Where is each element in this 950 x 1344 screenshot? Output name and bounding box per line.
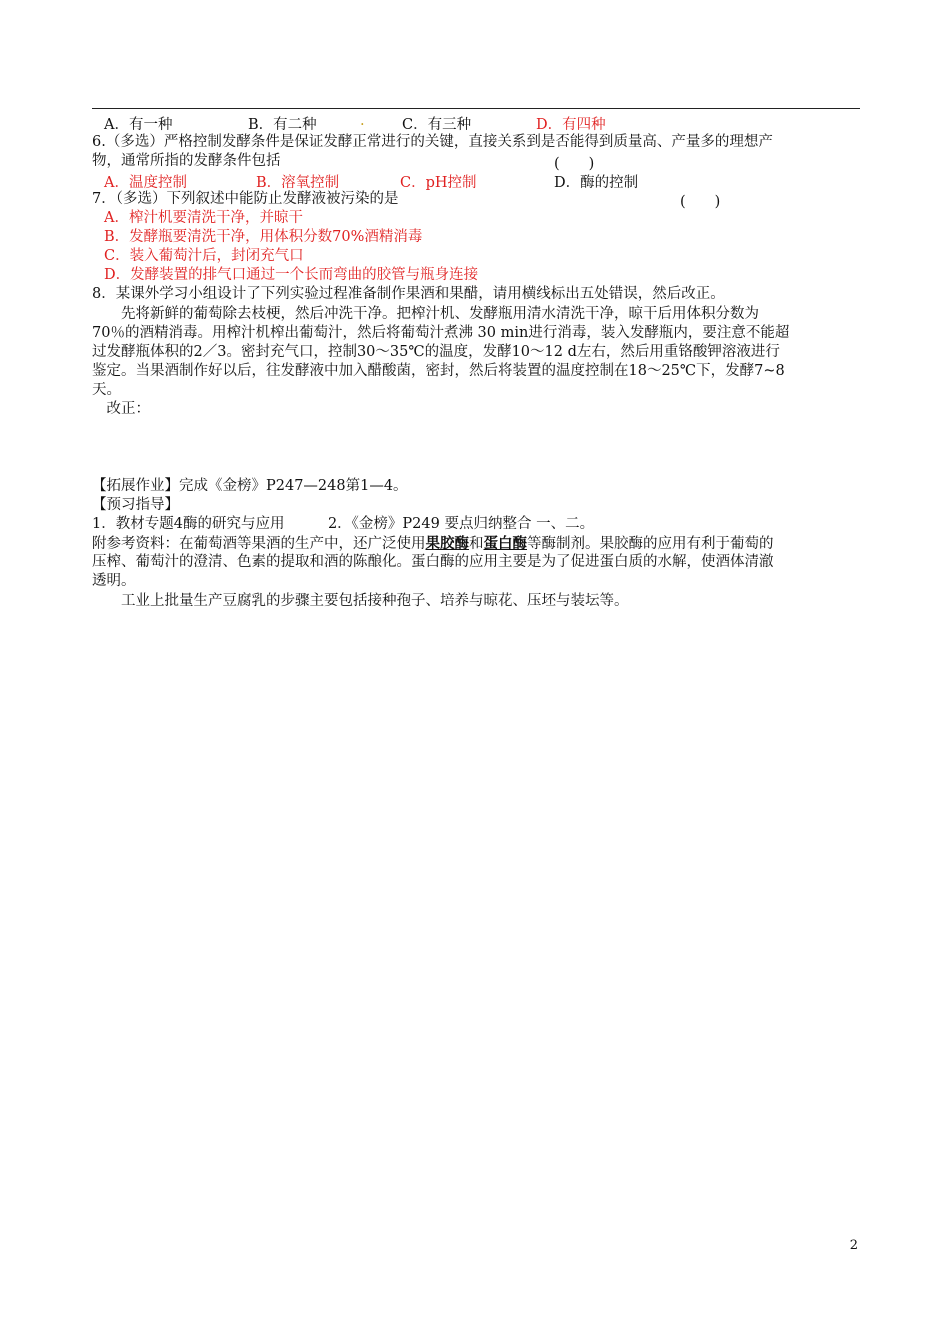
page-number: 2 — [849, 1238, 858, 1253]
q8-paragraph-line2: 70％的酒精消毒。用榨汁机榨出葡萄汁，然后将葡萄汁煮沸 30 min进行消毒，装入发酵瓶内，要注意不能超 — [92, 325, 790, 341]
q7-option-a: A．榨汁机要清洗干净，并晾干 — [104, 210, 303, 226]
q8-paragraph-line4: 鉴定。当果酒制作好以后，往发酵液中加入醋酸菌，密封，然后将装置的温度控制在18～25℃下，发酵7~8 — [92, 363, 785, 379]
preview-item1: 1．教材专题4酶的研究与应用 2．《金榜》P249 要点归纳整合 一、二。 — [92, 516, 595, 532]
q6-stem-line1: 6.（多选）严格控制发酵条件是保证发酵正常进行的关键，直接关系到是否能得到质量高、产量多的理想产 — [92, 134, 773, 150]
q6-option-a: A．温度控制 — [104, 175, 187, 191]
industry-paragraph: 工业上批量生产豆腐乳的步骤主要包括接种孢子、培养与晾花、压坯与装坛等。 — [92, 593, 629, 609]
preview-title: 【预习指导】 — [92, 497, 179, 513]
q8-correction-label: 改正： — [92, 401, 150, 417]
reference-line3: 透明。 — [92, 573, 136, 589]
q6-option-d: D．酶的控制 — [554, 175, 639, 191]
reference-line2: 压榨、葡萄汁的澄清、色素的提取和酒的陈酿化。蛋白酶的应用主要是为了促进蛋白质的水解，使酒体清澈 — [92, 554, 774, 570]
q7-option-d: D．发酵装置的排气口通过一个长而弯曲的胶管与瓶身连接 — [104, 267, 479, 283]
q8-paragraph-line1: 先将新鲜的葡萄除去枝梗，然后冲洗干净。把榨汁机、发酵瓶用清水清洗干净，晾干后用体积分数为 — [92, 306, 759, 322]
reference-line1 — [92, 534, 774, 554]
q7-stem: 7．（多选）下列叙述中能防止发酵液被污染的是 — [92, 191, 399, 207]
reference-suffix: 等酶制剂。果胶酶的应用有利于葡萄的 — [527, 536, 774, 552]
q8-paragraph-line3: 过发酵瓶体积的2／3。密封充气口，控制30～35℃的温度，发酵10～12 d左右，然后用重铬酸钾溶液进行 — [92, 344, 780, 360]
extension-homework: 【拓展作业】完成《金榜》P247—248第1—4。 — [92, 478, 408, 494]
q8-stem: 8．某课外学习小组设计了下列实验过程准备制作果酒和果醋，请用横线标出五处错误，然后改正。 — [92, 286, 725, 302]
q6-answer-paren: ( ) — [554, 156, 595, 172]
q5-option-d: D．有四种 — [536, 117, 606, 133]
q7-answer-paren: ( ) — [680, 194, 721, 210]
q6-option-b: B．溶氧控制 — [256, 175, 340, 191]
header-rule — [92, 108, 860, 109]
reference-and: 和 — [469, 536, 484, 552]
q7-option-b: B．发酵瓶要清洗干净，用体积分数70%酒精消毒 — [104, 229, 423, 245]
reference-prefix: 附参考资料：在葡萄酒等果酒的生产中，还广泛使用 — [92, 536, 426, 552]
protease-term: 蛋白酶 — [483, 535, 527, 552]
q8-paragraph-line5: 天。 — [92, 382, 121, 398]
q6-option-c: C．pH控制 — [400, 175, 477, 191]
q5-option-b: B．有二种 — [248, 117, 317, 133]
q5-option-c: C．有三种 — [402, 117, 472, 133]
q5-option-a: A．有一种 — [104, 117, 173, 133]
q6-stem-line2: 物，通常所指的发酵条件包括 — [92, 153, 281, 169]
pectinase-term: 果胶酶 — [425, 535, 469, 552]
dot-mark: . — [360, 113, 365, 129]
q7-option-c: C．装入葡萄汁后，封闭充气口 — [104, 248, 304, 264]
